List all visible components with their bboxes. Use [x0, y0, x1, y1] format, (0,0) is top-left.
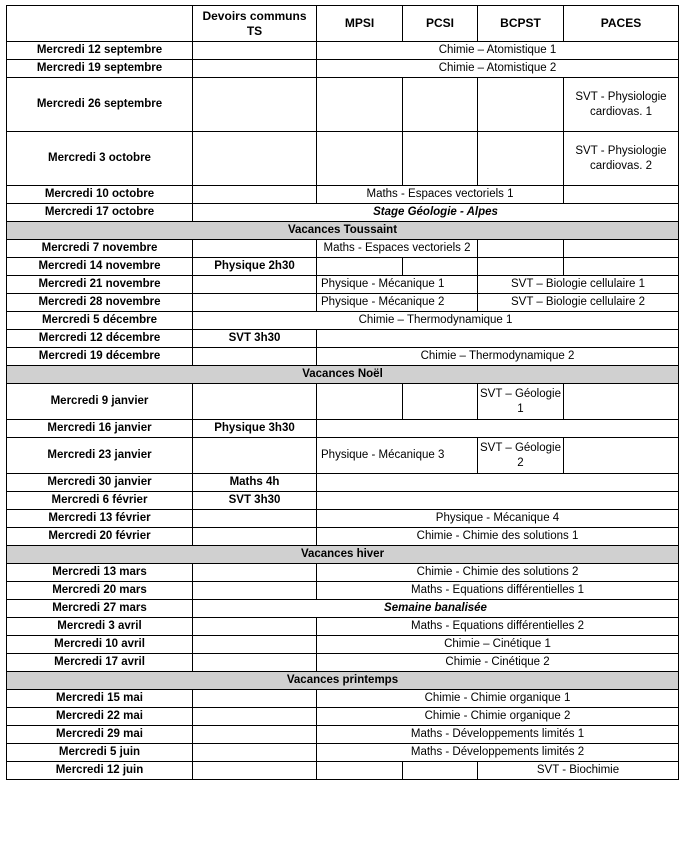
table-row [7, 348, 679, 366]
vacation-row [7, 366, 679, 384]
mpsi-cell [317, 384, 403, 420]
ts-cell [193, 384, 317, 420]
shared-cell: Chimie – Cinétique 1 [317, 636, 679, 654]
ts-cell: Physique 3h30 [193, 420, 317, 438]
ts-cell [193, 582, 317, 600]
ts-cell [193, 132, 317, 186]
pcsi-cell [403, 132, 478, 186]
row-date: Mercredi 5 décembre [7, 312, 193, 330]
ts-cell [193, 708, 317, 726]
table-row [7, 438, 679, 474]
table-row [7, 510, 679, 528]
shared-cell: Chimie – Thermodynamique 2 [317, 348, 679, 366]
header-pcsi: PCSI [403, 6, 478, 42]
ts-cell [193, 186, 317, 204]
table-row [7, 618, 679, 636]
ts-cell: SVT 3h30 [193, 330, 317, 348]
table-row [7, 726, 679, 744]
row-date: Mercredi 5 juin [7, 744, 193, 762]
row-date: Mercredi 10 avril [7, 636, 193, 654]
row-date: Mercredi 12 décembre [7, 330, 193, 348]
paces-cell: SVT - Physiologie cardiovas. 1 [564, 78, 679, 132]
vacation-label: Vacances hiver [7, 546, 679, 564]
table-row [7, 276, 679, 294]
table-row [7, 708, 679, 726]
row-date: Mercredi 20 mars [7, 582, 193, 600]
header-ts: Devoirs communs TS [193, 6, 317, 42]
paces-cell [564, 384, 679, 420]
pcsi-cell [403, 78, 478, 132]
bcpst-paces-cell: SVT – Biologie cellulaire 1 [478, 276, 679, 294]
shared-cell: Chimie - Cinétique 2 [317, 654, 679, 672]
bcpst-cell [478, 258, 564, 276]
table-row [7, 60, 679, 78]
table-row [7, 258, 679, 276]
row-date: Mercredi 15 mai [7, 690, 193, 708]
ts-cell [193, 60, 317, 78]
ts-cell: Physique 2h30 [193, 258, 317, 276]
shared-cell: Chimie - Chimie organique 2 [317, 708, 679, 726]
table-row [7, 132, 679, 186]
ts-cell [193, 618, 317, 636]
table-row [7, 420, 679, 438]
bcpst-cell [478, 240, 564, 258]
vacation-row [7, 222, 679, 240]
ts-cell [193, 42, 317, 60]
pcsi-cell [403, 384, 478, 420]
row-date: Mercredi 3 octobre [7, 132, 193, 186]
ts-cell [193, 654, 317, 672]
shared-cell: Physique - Mécanique 4 [317, 510, 679, 528]
row-date: Mercredi 28 novembre [7, 294, 193, 312]
row-date: Mercredi 16 janvier [7, 420, 193, 438]
row-date: Mercredi 12 septembre [7, 42, 193, 60]
row-date: Mercredi 9 janvier [7, 384, 193, 420]
table-row [7, 492, 679, 510]
ts-cell: SVT 3h30 [193, 492, 317, 510]
ts-cell [193, 348, 317, 366]
vacation-row [7, 672, 679, 690]
bcpst-cell [478, 132, 564, 186]
mpsi-cell [317, 762, 403, 780]
table-row [7, 744, 679, 762]
bcpst-paces-cell: SVT - Biochimie [478, 762, 679, 780]
shared-cell: Maths - Développements limités 1 [317, 726, 679, 744]
row-date: Mercredi 7 novembre [7, 240, 193, 258]
row-date: Mercredi 12 juin [7, 762, 193, 780]
row-date: Mercredi 10 octobre [7, 186, 193, 204]
mpsi-pcsi-cell: Physique - Mécanique 3 [317, 438, 478, 474]
shared-cell: Chimie - Chimie des solutions 2 [317, 564, 679, 582]
ts-cell [193, 510, 317, 528]
empty-cell [317, 420, 679, 438]
mpsi-pcsi-cell: Physique - Mécanique 1 [317, 276, 478, 294]
vacation-label: Vacances printemps [7, 672, 679, 690]
table-row [7, 636, 679, 654]
bcpst-cell [478, 78, 564, 132]
ts-cell [193, 528, 317, 546]
row-date: Mercredi 13 mars [7, 564, 193, 582]
vacation-row [7, 546, 679, 564]
row-date: Mercredi 22 mai [7, 708, 193, 726]
table-row [7, 384, 679, 420]
ts-cell [193, 690, 317, 708]
paces-cell [564, 240, 679, 258]
empty-cell [317, 330, 679, 348]
ts-cell [193, 636, 317, 654]
row-date: Mercredi 26 septembre [7, 78, 193, 132]
mpsi-pcsi-cell: Physique - Mécanique 2 [317, 294, 478, 312]
bcpst-paces-cell: SVT – Biologie cellulaire 2 [478, 294, 679, 312]
header-mpsi: MPSI [317, 6, 403, 42]
bcpst-cell: SVT – Géologie 2 [478, 438, 564, 474]
row-date: Mercredi 23 janvier [7, 438, 193, 474]
table-row [7, 762, 679, 780]
row-date: Mercredi 17 avril [7, 654, 193, 672]
row-date: Mercredi 29 mai [7, 726, 193, 744]
row-date: Mercredi 3 avril [7, 618, 193, 636]
table-row [7, 240, 679, 258]
paces-cell: SVT - Physiologie cardiovas. 2 [564, 132, 679, 186]
row-date: Mercredi 27 mars [7, 600, 193, 618]
ts-cell [193, 762, 317, 780]
shared-cell: Chimie – Thermodynamique 1 [193, 312, 679, 330]
table-row [7, 474, 679, 492]
ts-cell: Maths 4h [193, 474, 317, 492]
paces-cell [564, 438, 679, 474]
pcsi-cell [403, 258, 478, 276]
table-row [7, 294, 679, 312]
vacation-label: Vacances Toussaint [7, 222, 679, 240]
table-row [7, 582, 679, 600]
shared-cell: Chimie - Chimie organique 1 [317, 690, 679, 708]
table-row [7, 600, 679, 618]
pcsi-cell [403, 762, 478, 780]
row-date: Mercredi 30 janvier [7, 474, 193, 492]
row-date: Mercredi 17 octobre [7, 204, 193, 222]
empty-cell [317, 492, 679, 510]
shared-cell: Chimie – Atomistique 2 [317, 60, 679, 78]
table-row [7, 564, 679, 582]
shared-cell: Maths - Equations différentielles 1 [317, 582, 679, 600]
paces-cell [564, 186, 679, 204]
table-row [7, 78, 679, 132]
table-row [7, 42, 679, 60]
shared-cell: Stage Géologie - Alpes [193, 204, 679, 222]
paces-cell [564, 258, 679, 276]
ts-cell [193, 240, 317, 258]
shared-cell: Maths - Développements limités 2 [317, 744, 679, 762]
vacation-label: Vacances Noël [7, 366, 679, 384]
ts-cell [193, 564, 317, 582]
ts-cell [193, 744, 317, 762]
shared-cell: Maths - Espaces vectoriels 1 [317, 186, 564, 204]
header-row [7, 6, 679, 42]
row-date: Mercredi 14 novembre [7, 258, 193, 276]
header-bcpst: BCPST [478, 6, 564, 42]
ts-cell [193, 726, 317, 744]
table-row [7, 312, 679, 330]
row-date: Mercredi 21 novembre [7, 276, 193, 294]
row-date: Mercredi 6 février [7, 492, 193, 510]
mpsi-cell [317, 258, 403, 276]
table-row [7, 690, 679, 708]
row-date: Mercredi 20 février [7, 528, 193, 546]
mpsi-cell [317, 132, 403, 186]
schedule-table [6, 5, 679, 780]
header-date [7, 6, 193, 42]
header-paces: PACES [564, 6, 679, 42]
row-date: Mercredi 13 février [7, 510, 193, 528]
ts-cell [193, 438, 317, 474]
ts-cell [193, 78, 317, 132]
shared-cell: Chimie – Atomistique 1 [317, 42, 679, 60]
shared-cell: Maths - Espaces vectoriels 2 [317, 240, 478, 258]
shared-cell: Chimie - Chimie des solutions 1 [317, 528, 679, 546]
table-row [7, 654, 679, 672]
shared-cell: Semaine banalisée [193, 600, 679, 618]
table-row [7, 186, 679, 204]
row-date: Mercredi 19 septembre [7, 60, 193, 78]
empty-cell [317, 474, 679, 492]
row-date: Mercredi 19 décembre [7, 348, 193, 366]
table-row [7, 528, 679, 546]
bcpst-cell: SVT – Géologie 1 [478, 384, 564, 420]
mpsi-cell [317, 78, 403, 132]
table-row [7, 204, 679, 222]
ts-cell [193, 276, 317, 294]
table-row [7, 330, 679, 348]
ts-cell [193, 294, 317, 312]
shared-cell: Maths - Equations différentielles 2 [317, 618, 679, 636]
